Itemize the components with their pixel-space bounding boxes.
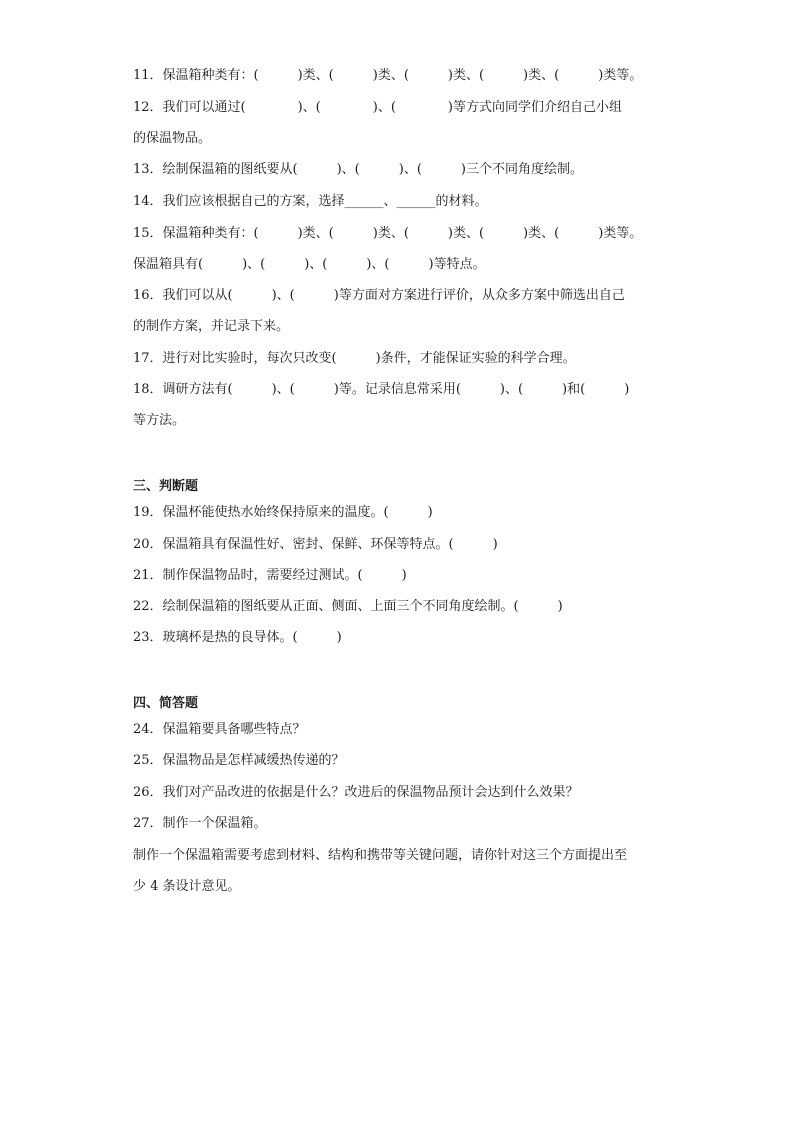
question-14: 14．我们应该根据自己的方案，选择______、______的材料。	[133, 194, 488, 209]
question-21: 21．制作保温物品时，需要经过测试。( )	[133, 568, 407, 583]
question-12: 12．我们可以通过( )、( )、( )等方式向同学们介绍自己小组	[133, 100, 622, 115]
question-16: 16．我们可以从( )、( )等方面对方案进行评价，从众多方案中筛选出自己	[133, 288, 625, 303]
question-24: 24．保温箱要具备哪些特点？	[133, 722, 306, 737]
section-title-short-answer: 四、简答题	[133, 696, 199, 711]
question-27: 27．制作一个保温箱。	[133, 816, 267, 831]
question-13: 13．绘制保温箱的图纸要从( )、( )、( )三个不同角度绘制。	[133, 162, 583, 177]
question-19: 19．保温杯能使热水始终保持原来的温度。( )	[133, 505, 433, 520]
question-15: 15．保温箱种类有：( )类、( )类、( )类、( )类、( )类等。	[133, 226, 643, 241]
question-15-cont: 保温箱具有( )、( )、( )、( )等特点。	[133, 257, 486, 272]
question-27-description: 制作一个保温箱需要考虑到材料、结构和携带等关键问题，请你针对这三个方面提出至	[133, 848, 628, 863]
question-23: 23．玻璃杯是热的良导体。( )	[133, 630, 342, 645]
question-16-cont: 的制作方案，并记录下来。	[133, 319, 290, 334]
question-18-cont: 等方法。	[133, 413, 186, 428]
section-title-judgement: 三、判断题	[133, 479, 199, 494]
question-12-cont: 的保温物品。	[133, 131, 212, 146]
question-25: 25．保温物品是怎样减缓热传递的？	[133, 753, 345, 768]
question-22: 22．绘制保温箱的图纸要从正面、侧面、上面三个不同角度绘制。( )	[133, 599, 563, 614]
question-18: 18．调研方法有( )、( )等。记录信息常采用( )、( )和( )	[133, 382, 630, 397]
question-20: 20．保温箱具有保温性好、密封、保鲜、环保等特点。( )	[133, 537, 498, 552]
question-27-description-cont: 少 4 条设计意见。	[133, 879, 241, 894]
question-26: 26．我们对产品改进的依据是什么？改进后的保温物品预计会达到什么效果？	[133, 785, 579, 800]
question-17: 17．进行对比实验时，每次只改变( )条件，才能保证实验的科学合理。	[133, 351, 576, 366]
question-11: 11．保温箱种类有：( )类、( )类、( )类、( )类、( )类等。	[133, 68, 643, 83]
